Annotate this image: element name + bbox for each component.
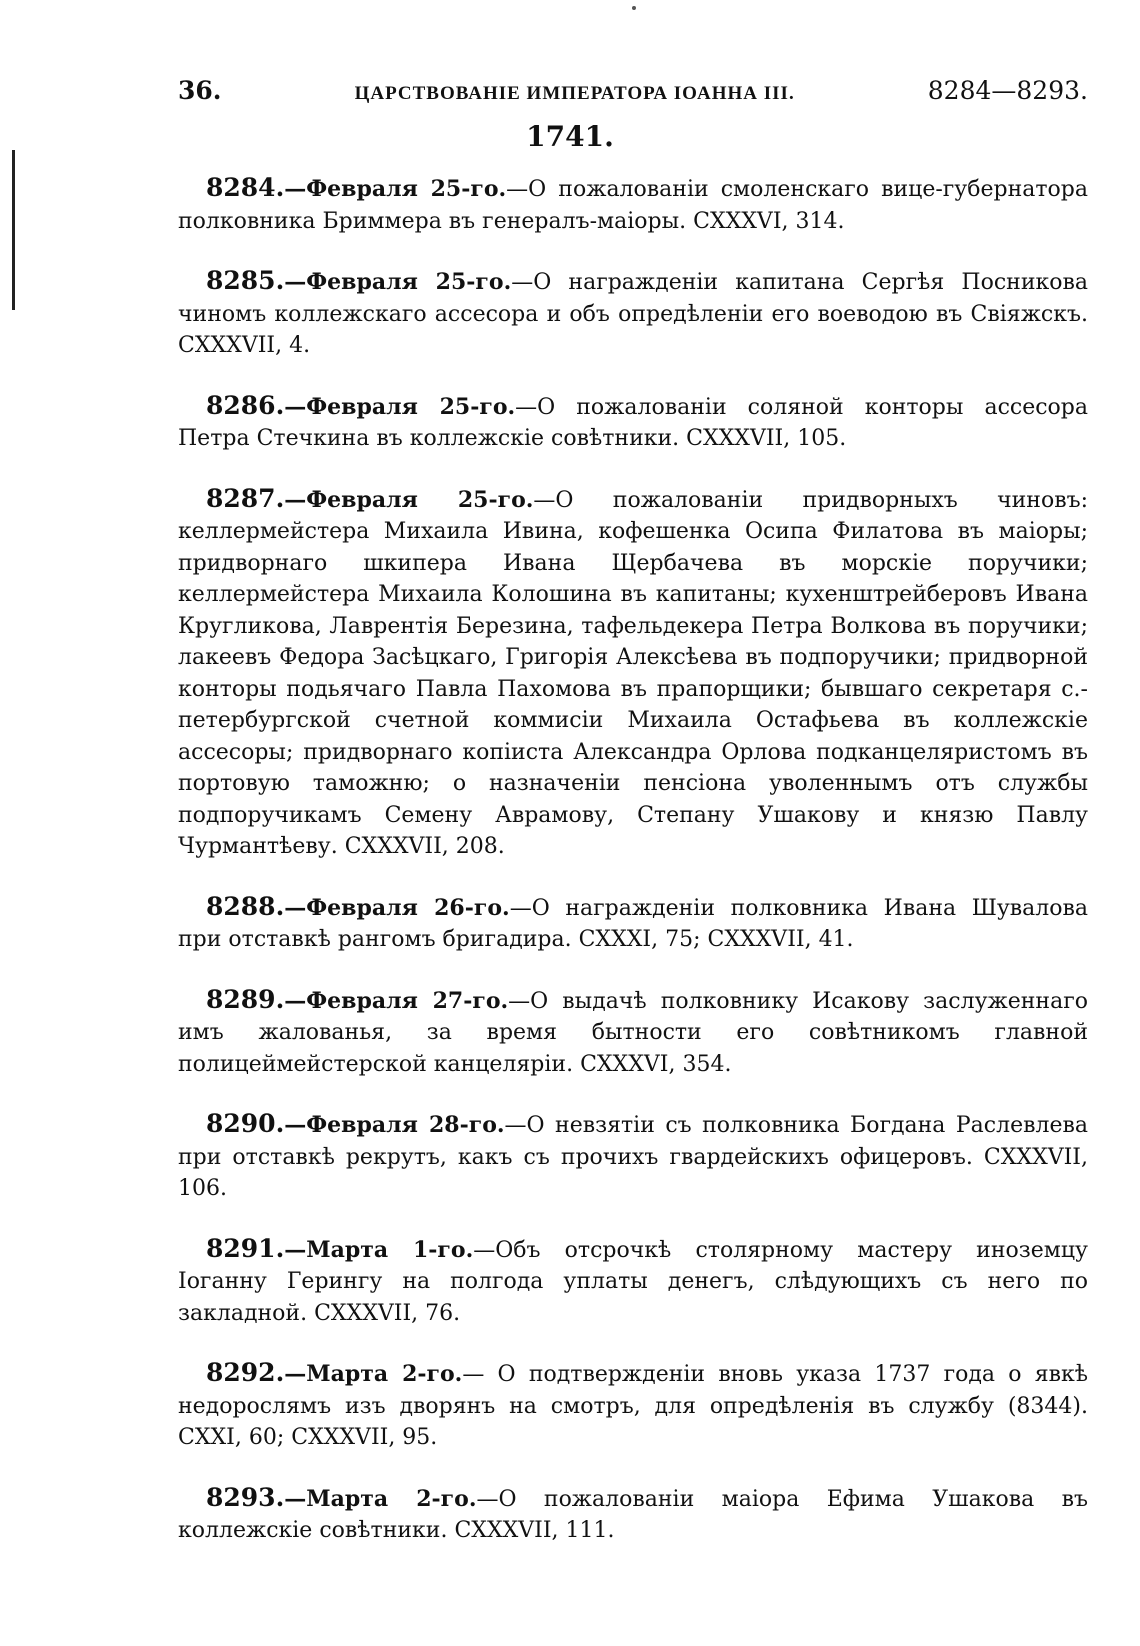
- entries-list: [178, 172, 1088, 1575]
- entry-number: 8285.: [206, 266, 285, 295]
- header-title: ЦАРСТВОВАНІЕ ИМПЕРАТОРА ІОАННА III.: [354, 83, 795, 104]
- entry-number: 8292.: [206, 1358, 285, 1387]
- entry-number: 8291.: [206, 1233, 285, 1263]
- entry-8287: [178, 483, 1088, 863]
- entry-date: —Марта 2-го.: [284, 1361, 463, 1387]
- page-number: 36.: [178, 76, 222, 105]
- running-header: [178, 76, 1088, 105]
- entry-number: 8286.: [206, 390, 285, 420]
- entry-date: —Февраля 25-го.: [284, 269, 512, 295]
- entry-reference: CXXXVII, 4.: [178, 333, 311, 358]
- entry-date: —Февраля 26-го.: [284, 894, 510, 921]
- entry-number: 8287.: [206, 483, 285, 513]
- entry-number: 8284.: [206, 173, 285, 202]
- entry-date: —Марта 2-го.: [284, 1485, 477, 1512]
- entry-text: —О пожалованіи маіора Ефима Ушакова въ коллежскіе совѣтники.: [178, 1486, 1089, 1543]
- entry-date: —Марта 1-го.: [284, 1236, 474, 1263]
- margin-rule: [12, 150, 15, 310]
- entry-reference: CXXI, 60; CXXXVII, 95.: [178, 1425, 438, 1450]
- entry-text: —Объ отсрочкѣ столярному мастеру иноземцу Іоганну Герингу на полгода уплаты денегъ, слѣдующихъ съ него по закладной.: [178, 1237, 1088, 1326]
- entry-text: —О награжденіи капитана Сергѣя Посникова чиномъ коллежскаго ассесора и объ опредѣленіи его воеводою въ Свіяжскъ.: [178, 270, 1088, 327]
- entry-8288: [178, 891, 1088, 956]
- entry-number: 8288.: [206, 891, 285, 921]
- entry-date: —Февраля 27-го.: [284, 987, 509, 1014]
- entry-number: 8289.: [206, 984, 285, 1014]
- entry-8291: [178, 1233, 1088, 1330]
- entry-8293: [178, 1482, 1088, 1547]
- entry-text: —О невзятіи съ полковника Богдана Раслевлева при отставкѣ рекрутъ, какъ съ прочихъ гвардейскихъ офицеровъ.: [178, 1113, 1088, 1170]
- entry-8286: [178, 390, 1088, 455]
- entry-date: —Февраля 25-го.: [284, 393, 516, 420]
- entry-text: —О пожалованіи придворныхъ чиновъ: келлермейстера Михаила Ивина, кофешенка Осипа Филатова въ маіоры; придворнаго шкипера Ивана Щербачева въ морскіе поручики; келлермейстера Михаила Колошина въ капитаны; кухенштрейберовъ Ивана Кругликова, Лаврентія Березина, тафельдекера Петра Волкова въ поручики; лакеевъ Федора Засѣцкаго, Григорія Алексѣева въ подпоручики; придворной конторы подьячаго Павла Пахомова въ прапорщики; бывшаго секретаря с.-петербургской счетной коммисіи Михаила Остафьева въ коллежскіе ассесоры; придворнаго копіиста Александра Орлова подканцеляристомъ въ портовую таможню; о назначеніи пенсіона уволеннымъ отъ службы подпоручикамъ Семену Аврамову, Степану Ушакову и князю Павлу Чурмантѣеву.: [178, 487, 1088, 859]
- entry-text: —О выдачѣ полковнику Исакову заслуженнаго имъ жалованья, за время бытности его совѣтникомъ главной полицеймейстерской канцеляріи.: [178, 988, 1088, 1077]
- entry-reference: CXXXVII, 111.: [454, 1518, 615, 1543]
- entry-number: 8293.: [206, 1482, 285, 1512]
- entry-date: —Февраля 28-го.: [284, 1112, 505, 1138]
- document-range: 8284—8293.: [927, 76, 1088, 105]
- entry-reference: CXXXVI, 354.: [580, 1051, 732, 1077]
- entry-number: 8290.: [206, 1109, 285, 1138]
- entry-reference: CXXXI, 75; CXXXVII, 41.: [578, 927, 854, 952]
- entry-reference: CXXXVII, 105.: [686, 426, 847, 451]
- entry-date: —Февраля 25-го.: [284, 176, 507, 202]
- entry-8289: [178, 984, 1088, 1081]
- entry-date: —Февраля 25-го.: [284, 486, 534, 513]
- entry-reference: CXXXVII, 106.: [178, 1144, 1088, 1201]
- entry-8292: [178, 1357, 1088, 1454]
- entry-reference: CXXXVI, 314.: [693, 208, 845, 234]
- entry-text: —О пожалованіи смоленскаго вице-губернатора полковника Бриммера въ генералъ-маіоры.: [178, 177, 1088, 234]
- entry-text: — О подтвержденіи вновь указа 1737 года о явкѣ недорослямъ изъ дворянъ на смотръ, для опредѣленія въ службу (8344).: [178, 1362, 1088, 1419]
- entry-reference: CXXXVII, 76.: [314, 1300, 461, 1326]
- entry-8284: [178, 172, 1088, 237]
- entry-reference: CXXXVII, 208.: [344, 834, 505, 859]
- entry-text: —О пожалованіи соляной конторы ассесора Петра Стечкина въ коллежскіе совѣтники.: [178, 394, 1089, 451]
- year-heading: 1741.: [526, 120, 614, 153]
- entry-8285: [178, 265, 1088, 362]
- entry-text: —О награжденіи полковника Ивана Шувалова при отставкѣ рангомъ бригадира.: [178, 895, 1088, 952]
- entry-8290: [178, 1108, 1088, 1205]
- scan-mark: [632, 6, 636, 10]
